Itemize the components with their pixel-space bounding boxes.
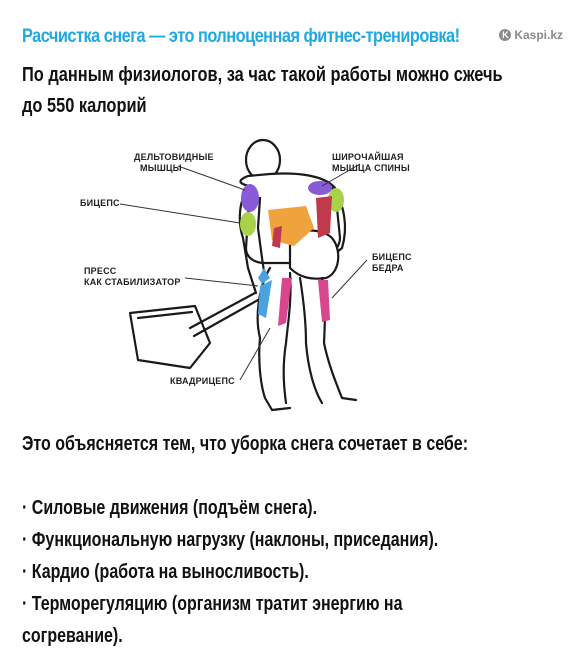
label-abs: ПРЕСС КАК СТАБИЛИЗАТОР xyxy=(84,266,181,287)
list-item-continuation: согревание). xyxy=(22,625,123,647)
intro-line-1: По данным физиологов, за час такой работы можно сжечь xyxy=(22,64,503,86)
biceps-muscle xyxy=(240,212,256,236)
watermark-text: Kaspi.kz xyxy=(514,28,563,42)
list-item: · Функциональную нагрузку (наклоны, приседания). xyxy=(22,529,439,551)
kaspi-logo-icon: K xyxy=(499,29,511,41)
list-item: · Силовые движения (подъём снега). xyxy=(22,497,318,519)
hamstring-right-muscle xyxy=(318,280,330,322)
label-biceps: БИЦЕПС xyxy=(80,198,120,208)
label-lats: ШИРОЧАЙШАЯ МЫШЦА СПИНЫ xyxy=(332,152,410,173)
label-deltoid: ДЕЛЬТОВИДНЫЕ МЫШЦЫ xyxy=(134,152,214,173)
list-item: · Кардио (работа на выносливость). xyxy=(22,561,309,583)
deltoid-muscle xyxy=(241,184,259,212)
muscle-illustration xyxy=(60,128,520,428)
watermark xyxy=(499,28,563,42)
explain-text: Это объясняется тем, что уборка снега сочетает в себе: xyxy=(22,433,469,455)
body-text xyxy=(22,428,566,652)
list-item: · Терморегуляцию (организм тратит энергию на xyxy=(22,593,403,615)
intro-line-2: до 550 калорий xyxy=(22,95,147,117)
headline: Расчистка снега — это полноценная фитнес-тренировка! xyxy=(22,26,460,47)
label-quads: КВАДРИЦЕПС xyxy=(170,376,235,386)
lats-muscle xyxy=(316,196,332,238)
rear-deltoid-muscle xyxy=(308,181,332,195)
intro-text xyxy=(22,60,547,122)
quads-muscle xyxy=(258,280,272,318)
label-hamstring: БИЦЕПС БЕДРА xyxy=(372,252,412,273)
